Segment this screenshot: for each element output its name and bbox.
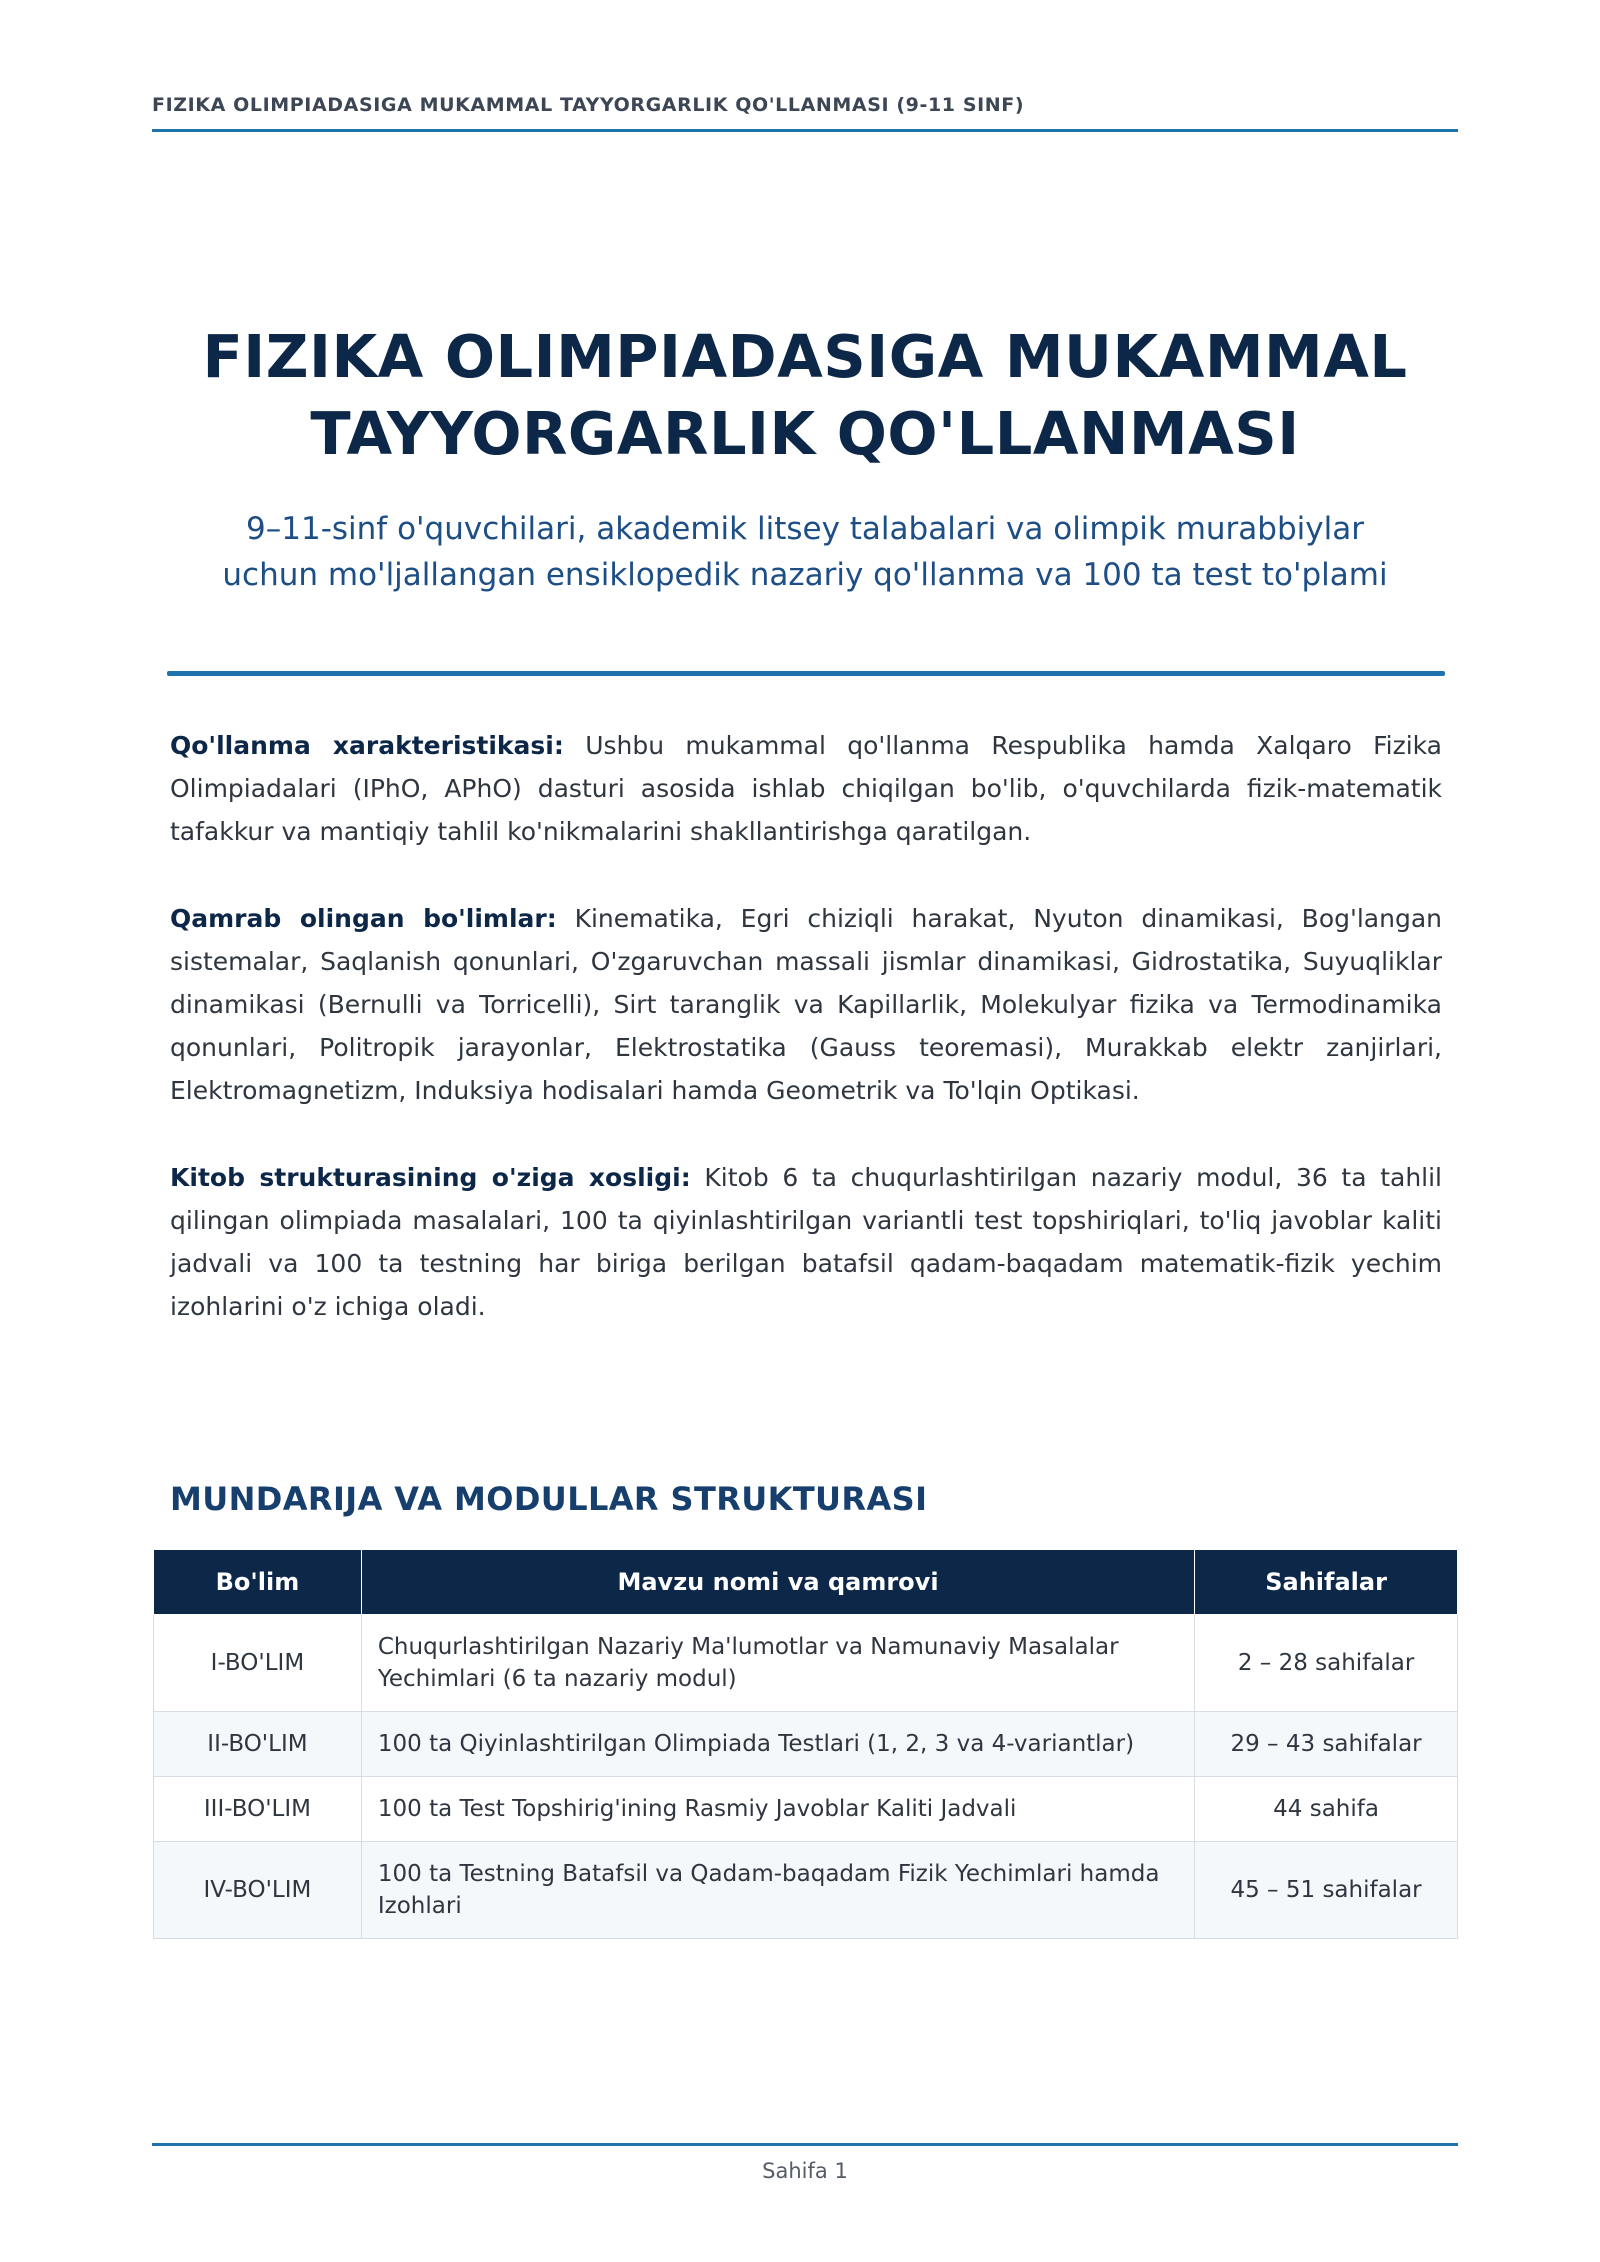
- characteristics-paragraph: [170, 724, 1442, 853]
- structure-text: Kitob 6 ta chuqurlashtirilgan nazariy modul, 36 ta tahlil qilingan olimpiada masalalari, 100 ta qiyinlashtirilgan variantli test topshiriqlari, to'liq javoblar kaliti jadvali va 100 ta testning har biriga berilgan batafsil qadam-baqadam matematik-fizik yechim izohlarini o'z ichiga oladi.: [170, 1163, 1442, 1321]
- running-header: FIZIKA OLIMPIADASIGA MUKAMMAL TAYYORGARLIK QO'LLANMASI (9-11 SINF): [152, 94, 1025, 116]
- document-title: [120, 318, 1490, 472]
- toc-table: [153, 1549, 1458, 1939]
- toc-heading: MUNDARIJA VA MODULLAR STRUKTURASI: [170, 1480, 928, 1518]
- table-row: [154, 1842, 1458, 1939]
- pages-cell: 29 – 43 sahifalar: [1195, 1712, 1458, 1777]
- column-header-topic: Mavzu nomi va qamrovi: [361, 1550, 1194, 1615]
- toc-header-row: [154, 1550, 1458, 1615]
- column-header-section: Bo'lim: [154, 1550, 362, 1615]
- topic-line: 100 ta Qiyinlashtirilgan Olimpiada Testlari (1, 2, 3 va 4-variantlar): [377, 1731, 1135, 1757]
- table-row: [154, 1712, 1458, 1777]
- topic-line: Chuqurlashtirilgan Nazariy Ma'lumotlar va Namunaviy Masalalar: [377, 1634, 1119, 1660]
- topic-line: 100 ta Test Topshirig'ining Rasmiy Javoblar Kaliti Jadvali: [377, 1796, 1017, 1822]
- footer-divider: [152, 2143, 1458, 2146]
- page-number: Sahifa 1: [762, 2159, 848, 2183]
- table-row: [154, 1615, 1458, 1712]
- title-line-2: TAYYORGARLIK QO'LLANMASI: [310, 399, 1300, 468]
- characteristics-lead: Qo'llanma xarakteristikasi:: [170, 731, 564, 760]
- header-divider: [152, 129, 1458, 132]
- covered-sections-text: Kinematika, Egri chiziqli harakat, Nyuton dinamikasi, Bog'langan sistemalar, Saqlanish qonunlari, O'zgaruvchan massali jismlar dinamikasi, Gidrostatika, Suyuqliklar dinamikasi (Bernulli va Torricelli), Sirt taranglik va Kapillarlik, Molekulyar fizika va Termodinamika qonunlari, Politropik jarayonlar, Elektrostatika (Gauss teoremasi), Murakkab elektr zanjirlari, Elektromagnetizm, Induksiya hodisalari hamda Geometrik va To'lqin Optikasi.: [170, 904, 1443, 1105]
- document-subtitle: [120, 506, 1490, 598]
- characteristics-text: Ushbu mukammal qo'llanma Respublika hamda Xalqaro Fizika Olimpiadalari (IPhO, APhO) dasturi asosida ishlab chiqilgan bo'lib, o'quvchilarda fizik-matematik tafakkur va mantiqiy tahlil ko'nikmalarini shakllantirishga qaratilgan.: [170, 731, 1443, 846]
- section-cell: III-BO'LIM: [154, 1777, 362, 1842]
- structure-paragraph: [170, 1156, 1442, 1328]
- section-cell: IV-BO'LIM: [154, 1842, 362, 1939]
- section-cell: I-BO'LIM: [154, 1615, 362, 1712]
- pages-cell: 45 – 51 sahifalar: [1195, 1842, 1458, 1939]
- topic-line: Izohlari: [377, 1893, 462, 1919]
- subtitle-line-2: uchun mo'ljallangan ensiklopedik nazariy qo'llanma va 100 ta test to'plami: [222, 557, 1388, 593]
- covered-sections-paragraph: [170, 897, 1442, 1112]
- topic-cell: [361, 1615, 1194, 1712]
- topic-line: 100 ta Testning Batafsil va Qadam-baqadam Fizik Yechimlari hamda: [377, 1861, 1160, 1887]
- title-divider: [167, 671, 1445, 676]
- topic-cell: [361, 1842, 1194, 1939]
- pages-cell: 2 – 28 sahifalar: [1195, 1615, 1458, 1712]
- title-line-1: FIZIKA OLIMPIADASIGA MUKAMMAL: [202, 322, 1408, 391]
- subtitle-line-1: 9–11-sinf o'quvchilari, akademik litsey talabalari va olimpik murabbiylar: [246, 511, 1364, 547]
- structure-lead: Kitob strukturasining o'ziga xosligi:: [170, 1163, 691, 1192]
- covered-sections-lead: Qamrab olingan bo'limlar:: [170, 904, 557, 933]
- pages-cell: 44 sahifa: [1195, 1777, 1458, 1842]
- section-cell: II-BO'LIM: [154, 1712, 362, 1777]
- table-row: [154, 1777, 1458, 1842]
- topic-cell: [361, 1712, 1194, 1777]
- topic-line: Yechimlari (6 ta nazariy modul): [377, 1666, 737, 1692]
- topic-cell: [361, 1777, 1194, 1842]
- column-header-pages: Sahifalar: [1195, 1550, 1458, 1615]
